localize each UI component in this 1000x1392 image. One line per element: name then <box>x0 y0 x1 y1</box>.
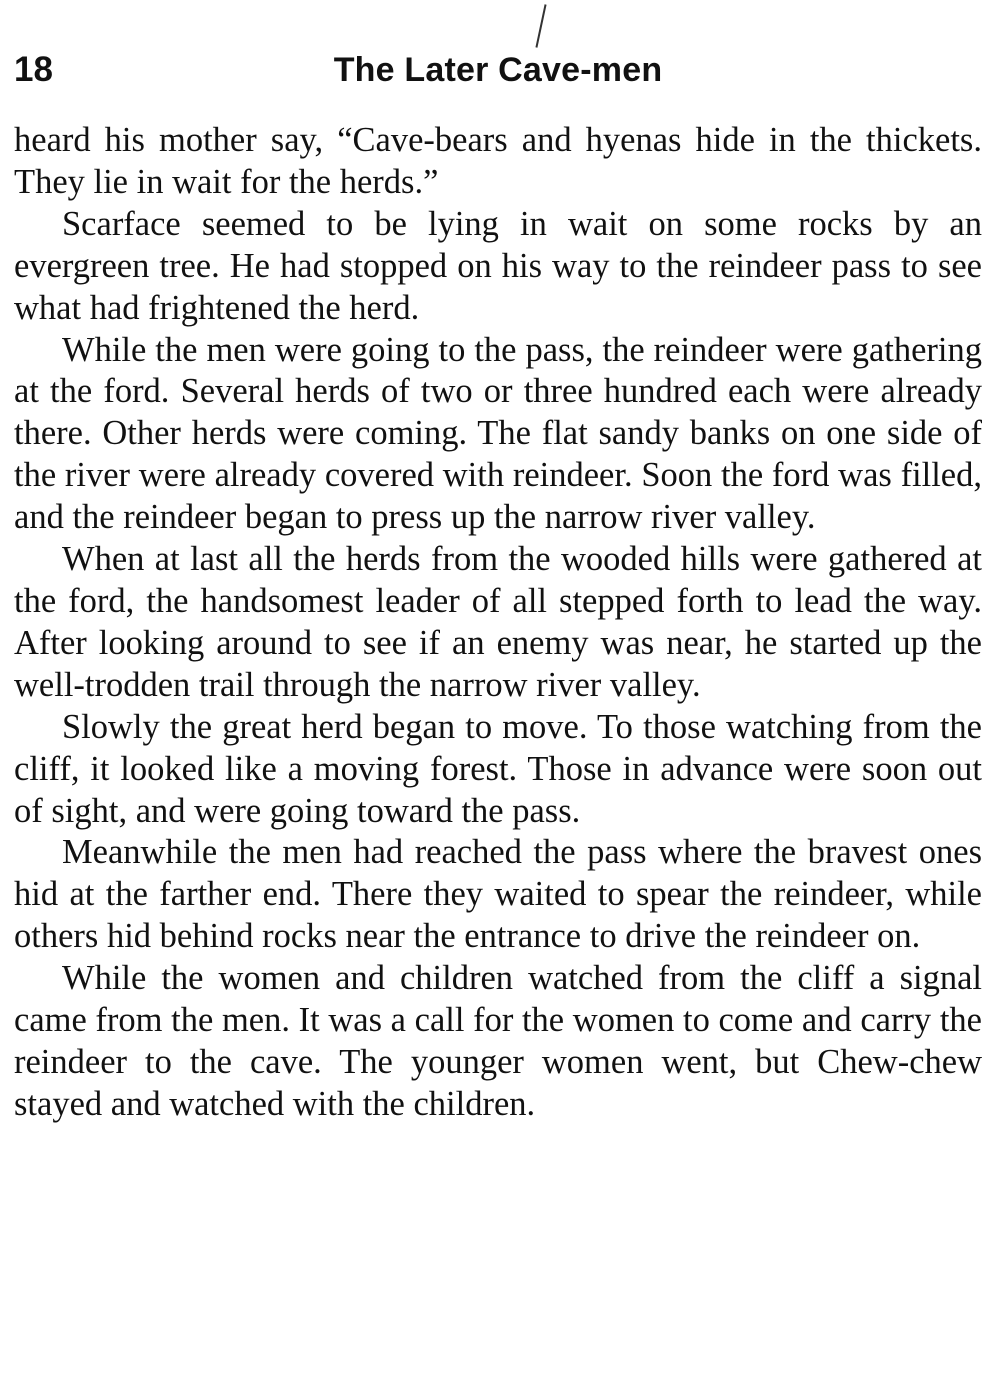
paragraph-herd-moves: Slowly the great herd began to move. To those watching from the cliff, it looked like a moving forest. Those in advance were soon out of sight, and were going toward the pass. <box>14 707 982 830</box>
running-title: The Later Cave-men <box>333 51 663 89</box>
paragraph-signal: While the women and children watched from the cliff a signal came from the men. It was a call for the women to come and carry the reindeer to the cave. The younger women went, but Chew-chew stayed and watched with the children. <box>14 959 982 1123</box>
paragraph-scarface: Scarface seemed to be lying in wait on some rocks by an evergreen tree. He had stopped on his way to the reindeer pass to see what had frightened the herd. <box>14 204 982 327</box>
paragraph-men-at-pass: Meanwhile the men had reached the pass where the bravest ones hid at the farther end. There they waited to spear the reindeer, while others hid behind rocks near the entrance to drive the reindeer on. <box>14 833 982 956</box>
page-header <box>14 42 982 98</box>
paragraph-continued: heard his mother say, “Cave-bears and hyenas hide in the thickets. They lie in wait for the herds.” <box>14 121 982 201</box>
body-text <box>14 120 982 1126</box>
page-number: 18 <box>14 50 53 89</box>
paragraph-leader: When at last all the herds from the wooded hills were gathered at the ford, the handsomest leader of all stepped forth to lead the way. After looking around to see if an enemy was near, he started up the well-trodden trail through the narrow river valley. <box>14 540 982 704</box>
paragraph-reindeer-gathering: While the men were going to the pass, the reindeer were gathering at the ford. Several herds of two or three hundred each were already there. Other herds were coming. The flat sandy banks on one side of the river were already covered with reindeer. Soon the ford was filled, and the reindeer began to press up the narrow river valley. <box>14 330 982 537</box>
